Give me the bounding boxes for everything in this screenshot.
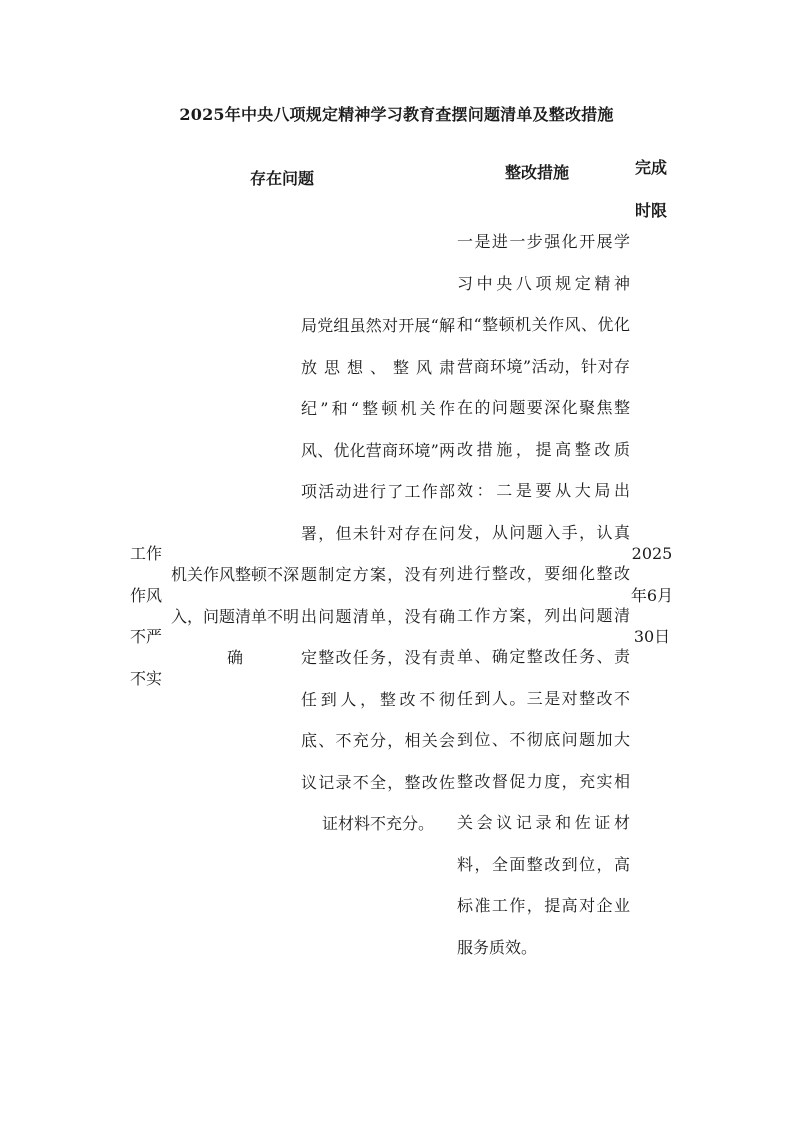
deadline-cell: 2025年6月30日 — [630, 544, 674, 646]
problem-category-cell: 工作作风不严不实 — [129, 544, 162, 688]
header-deadline: 完成时限 — [634, 158, 667, 220]
document-title: 2025年中央八项规定精神学习教育查摆问题清单及整改措施 — [179, 105, 614, 124]
problem-detail-cell: 局党组虽然对开展“解放思想、整风肃纪”和“整顿机关作风、优化营商环境”两项活动进行了工作部署，但未针对存在问题制定方案，没有列出问题清单，没有确定整改任务，没有责任到人，整改不彻底、不充分，相关会议记录不全，整改佐证材料不充分。 — [301, 316, 455, 833]
problem-issue-cell: 机关作风整顿不深入，问题清单不明确 — [170, 565, 299, 667]
header-measures: 整改措施 — [505, 163, 570, 182]
rectification-measures-cell: 一是进一步强化开展学习中央八项规定精神和“整顿机关作风、优化营商环境”活动，针对存在的问题要深化聚焦整改措施，提高整改质效：二是要从大局出发，从问题入手，认真进行整改，要细化整改工作方案，列出问题清单、确定整改任务、责任到人。三是对整改不到位、不彻底问题加大整改督促力度，充实相关会议记录和佐证材料，全面整改到位，高标准工作，提高对企业服务质效。 — [457, 232, 630, 957]
header-problem: 存在问题 — [250, 169, 315, 188]
